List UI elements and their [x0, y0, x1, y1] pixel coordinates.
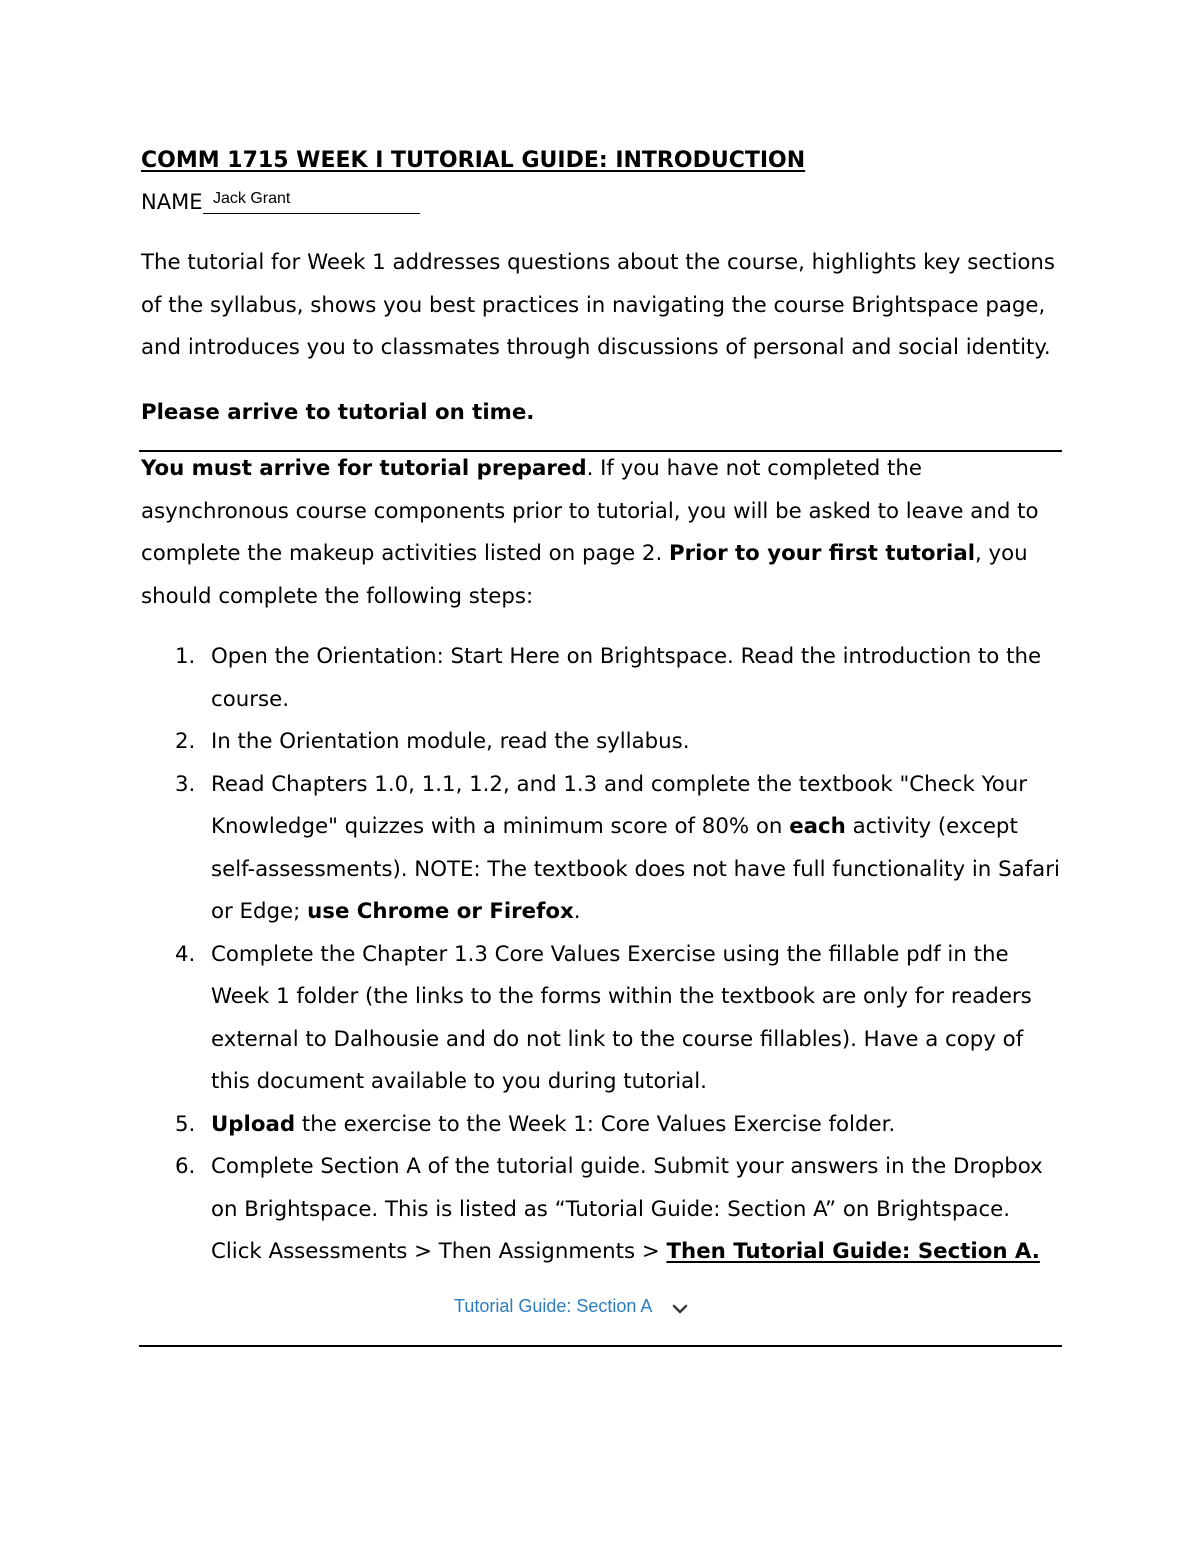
step-text-c: .: [573, 899, 581, 924]
step-bold-upload: Upload: [211, 1111, 296, 1137]
steps-list: [141, 636, 1066, 1274]
step-number: 5.: [175, 1111, 196, 1137]
name-label: NAME: [141, 190, 203, 214]
name-field[interactable]: Jack Grant: [213, 190, 291, 207]
step-text: Open the Orientation: Start Here on Brightspace. Read the introduction to the course.: [211, 644, 1042, 712]
step-number: 1.: [175, 644, 196, 669]
document-title: COMM 1715 WEEK I TUTORIAL GUIDE: INTRODUCTION: [141, 148, 806, 173]
step-item-3: [141, 764, 1066, 934]
step-item-4: [141, 934, 1066, 1104]
preparation-bold-mid: Prior to your first tutorial: [669, 541, 975, 566]
name-row: [141, 190, 291, 214]
step-text: Complete Section A of the tutorial guide. Submit your answers in the Dropbox on Brightspace. This is listed as “Tutorial Guide: Section A” on Brightspace.: [211, 1154, 1043, 1222]
tutorial-guide-dropdown[interactable]: [454, 1294, 688, 1319]
preparation-paragraph: [141, 448, 1066, 618]
name-underline: [203, 213, 420, 214]
step-number: 2.: [175, 729, 196, 754]
step-text-a: Read Chapters 1.0, 1.1, 1.2, and 1.3 and complete the textbook "Check Your Knowledge" quizzes with a minimum score of 80% on: [211, 771, 1028, 839]
preparation-text-2: , you should complete the following steps:: [141, 541, 1028, 609]
step-text: the exercise to the Week 1: Core Values Exercise folder.: [295, 1111, 896, 1137]
step-text: In the Orientation module, read the syllabus.: [211, 729, 690, 754]
nav-path-text: Click Assessments > Then Assignments >: [211, 1239, 667, 1264]
step-item-5: [141, 1104, 1066, 1147]
preparation-bold-lead: You must arrive for tutorial prepared: [141, 456, 587, 481]
step-number: 6.: [175, 1154, 196, 1179]
step-bold-browsers: use Chrome or Firefox: [307, 899, 574, 924]
chevron-down-icon[interactable]: [672, 1298, 688, 1319]
bottom-divider: [139, 1345, 1062, 1347]
step-bold-each: each: [789, 814, 846, 839]
step-number: 4.: [175, 941, 196, 967]
arrive-on-time-note: Please arrive to tutorial on time.: [141, 400, 535, 425]
step-item-2: [141, 721, 1066, 764]
step-item-1: [141, 636, 1066, 721]
nav-path-link[interactable]: Then Tutorial Guide: Section A.: [666, 1239, 1040, 1264]
dropdown-label: Tutorial Guide: Section A: [454, 1296, 653, 1316]
step-text: Complete the Chapter 1.3 Core Values Exercise using the fillable pdf in the Week 1 folder (the links to the forms within the textbook are only for readers external to Dalhousie and do not link to the course fillables). Have a copy of this document available to you during tutorial.: [211, 941, 1032, 1094]
intro-paragraph: The tutorial for Week 1 addresses questions about the course, highlights key sections of the syllabus, shows you best practices in navigating the course Brightspace page, and introduces you to classmates through discussions of personal and social identity.: [141, 250, 1056, 360]
step-item-6: [141, 1146, 1066, 1274]
step-text-b: activity (except self-assessments). NOTE: The textbook does not have full functionality in Safari or Edge;: [211, 814, 1060, 924]
preparation-text-1: . If you have not completed the asynchronous course components prior to tutorial, you will be asked to leave and to complete the makeup activities listed on page 2.: [141, 456, 1039, 566]
step-number: 3.: [175, 771, 196, 797]
